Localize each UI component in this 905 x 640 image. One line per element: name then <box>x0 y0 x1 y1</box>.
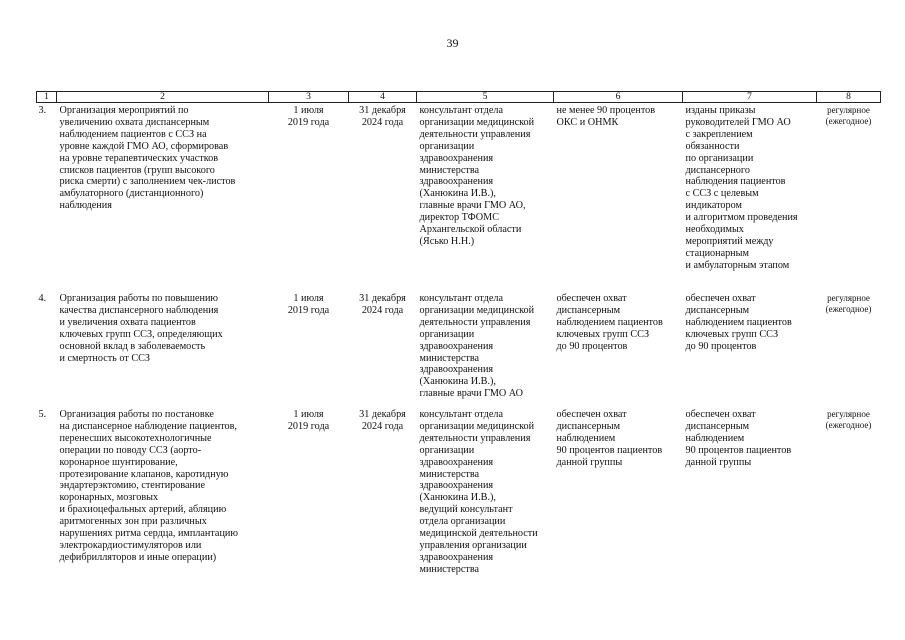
end-date: 31 декабря 2024 года <box>349 103 417 292</box>
period-text: регулярное (ежегодное) <box>817 103 881 292</box>
start-date: 1 июля 2019 года <box>269 103 349 292</box>
end-date: 31 декабря 2024 года <box>359 293 406 316</box>
period-text: регулярное (ежегодное) <box>825 293 872 314</box>
responsible-text: консультант отдела организации медицинской деятельности управления организации здравоохранения министерства здравоохранения (Ханюкина И.В.), главные врачи ГМО АО <box>419 293 535 400</box>
indicator-text: обеспечен охват диспансерным наблюдением пациентов ключевых групп ССЗ до 90 процентов <box>556 293 663 352</box>
responsible-text: консультант отдела организации медицинской деятельности управления организации здравоохранения министерства здравоохранения (Ханюкина И.В.), ведущий консультант отдела организации медицинской деятельности управления организации здравоохранения министерства <box>419 409 538 575</box>
column-number: 3 <box>269 92 349 103</box>
column-number: 4 <box>349 92 417 103</box>
responsible-text: консультант отдела организации медицинской деятельности управления организации здравоохранения министерства здравоохранения (Ханюкина И.В.), главные врачи ГМО АО, директор ТФОМС Архангельской области (Ясько Н.Н.) <box>417 103 554 292</box>
column-number: 2 <box>57 92 269 103</box>
end-date: 31 декабря 2024 года <box>359 409 406 432</box>
column-number: 6 <box>554 92 683 103</box>
column-number: 8 <box>817 92 881 103</box>
start-date: 1 июля 2019 года <box>287 293 330 316</box>
column-number: 5 <box>417 92 554 103</box>
row-number: 3. <box>37 103 57 292</box>
column-numbers-row <box>37 92 881 103</box>
page-number: 39 <box>446 36 459 50</box>
indicator-text: не менее 90 процентов ОКС и ОНМК <box>554 103 683 292</box>
measure-text: Организация работы по постановке на диспансерное наблюдение пациентов, перенесших высокотехнологичные операции по поводу ССЗ (аорто- коронарное шунтирование, протезирование клапанов, каротидную эндартерэктомию, стентирование коронарных, мозговых и брахиоцефальных артерий, абляцию аритмогенных зон при различных нарушениях ритма сердца, имплантацию электрокардиостимуляторов или дефибрилляторов и иные операции) <box>59 409 238 563</box>
table-row <box>37 291 881 407</box>
table-row <box>37 103 881 292</box>
period-text: регулярное (ежегодное) <box>825 409 872 430</box>
table-row <box>37 407 881 576</box>
start-date: 1 июля 2019 года <box>287 409 330 432</box>
measures-table <box>36 91 881 576</box>
result-text: обеспечен охват диспансерным наблюдением пациентов ключевых групп ССЗ до 90 процентов <box>685 293 792 352</box>
row-number: 4. <box>38 293 47 304</box>
indicator-text: обеспечен охват диспансерным наблюдением 90 процентов пациентов данной группы <box>556 409 663 468</box>
row-number: 5. <box>38 409 47 420</box>
result-text: изданы приказы руководителей ГМО АО с закреплением обязанности по организации диспансерного наблюдения пациентов с ССЗ с целевым индикатором и алгоритмом проведения необходимых мероприятий между стационарным и амбулаторным этапом <box>683 103 817 292</box>
column-number: 1 <box>37 92 57 103</box>
measure-text: Организация мероприятий по увеличению охвата диспансерным наблюдением пациентов с ССЗ на уровне каждой ГМО АО, сформировав на уровне терапевтических участков списков пациентов (групп высокого риска смерти) с заполнением чек-листов амбулаторного (дистанционного) наблюдения <box>57 103 269 292</box>
column-number: 7 <box>683 92 817 103</box>
measure-text: Организация работы по повышению качества диспансерного наблюдения и увеличения охвата пациентов ключевых групп ССЗ, определяющих основной вклад в заболеваемость и смертность от ССЗ <box>59 293 223 364</box>
result-text: обеспечен охват диспансерным наблюдением 90 процентов пациентов данной группы <box>685 409 792 468</box>
